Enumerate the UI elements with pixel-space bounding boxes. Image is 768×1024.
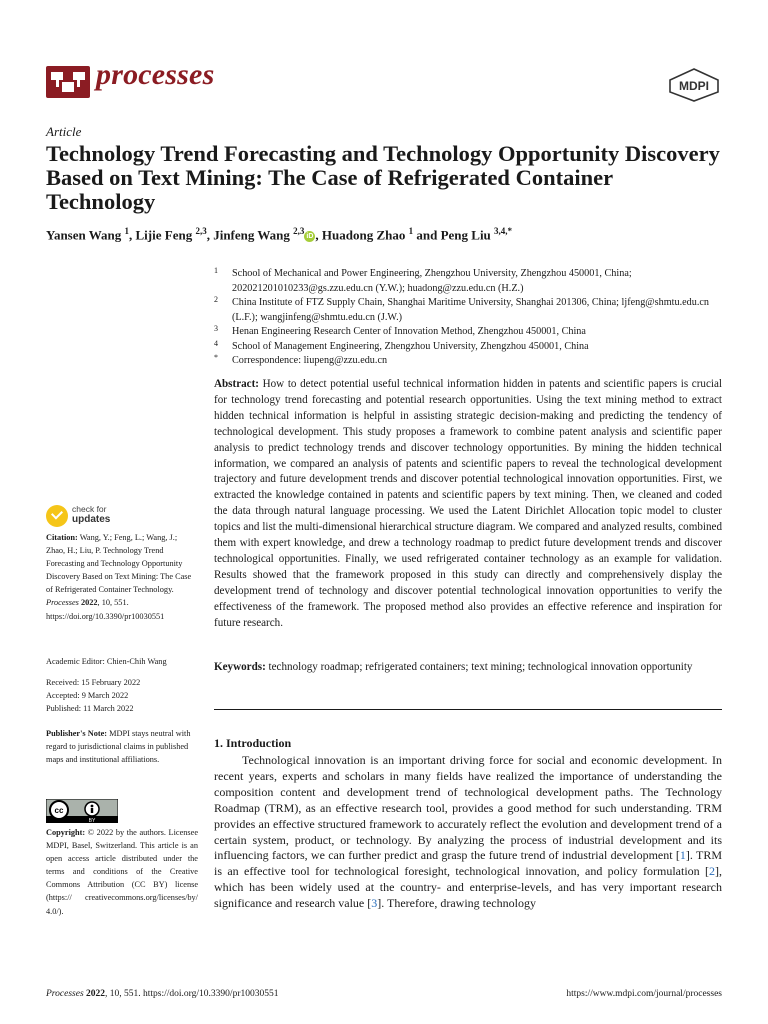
footer-journal-url[interactable]: https://www.mdpi.com/journal/processes [566, 989, 722, 999]
received-date: Received: 15 February 2022 [46, 678, 141, 687]
section-heading: 1. Introduction [214, 736, 292, 750]
citation-link-2[interactable]: 2 [709, 864, 715, 879]
publication-dates [46, 676, 198, 715]
affiliation-item [214, 267, 724, 296]
author-affiliation-mark: 2,3 [195, 226, 207, 236]
affiliation-text: School of Management Engineering, Zhengzhou University, Zhengzhou 450001, China [232, 340, 589, 352]
affiliation-number: 3 [214, 324, 218, 333]
author-name: Peng Liu [440, 227, 491, 243]
affiliation-text: Correspondence: liupeng@zzu.edu.cn [232, 355, 388, 366]
check-for-updates-badge[interactable]: check for updates [46, 505, 166, 529]
affiliation-text: Henan Engineering Research Center of Innovation Method, Zhengzhou 450001, China [232, 326, 586, 337]
article-type: Article [46, 124, 82, 139]
svg-text:cc: cc [54, 806, 64, 815]
author-name: Lijie Feng [135, 227, 193, 243]
abstract [214, 377, 722, 632]
affiliation-number: 2 [214, 295, 218, 304]
affiliation-number: 1 [214, 266, 218, 275]
author-name: Jinfeng Wang [213, 227, 290, 243]
intro-paragraph: Technological innovation is an important driving force for social and economic development. In recent years, experts and scholars in many fields have realized the importance of understanding the composition content and development trend of technological development paths. The Technology Roadmap (TRM), as an effective research tool, provides a good method for such understanding. TRM provides an effective structured framework to accurately reflect the evolution and development trend of a certain system, product, or technology. By analyzing the process of industrial development and its influencing factors, we can further predict and grasp the future trend of industrial development [1]. TRM is an effective tool for technological foresight, technological innovation, and policy formulation [2], which has been widely used at the country- and enterprise-levels, and has very important research significance and research value [3]. Therefore, drawing technology [214, 753, 722, 911]
affiliation-item [214, 340, 724, 355]
cc-by-license-icon[interactable] [46, 799, 118, 823]
processes-logo-icon [46, 64, 90, 100]
keywords [214, 660, 722, 676]
author-affiliation-mark: 3,4,* [494, 226, 513, 236]
publisher-note: Publisher's Note: MDPI stays neutral with regard to jurisdictional claims in published maps and institutional affiliations. [46, 729, 191, 765]
keywords-label: Keywords: [214, 661, 266, 673]
author-list: Yansen Wang $^1$, Lijie Feng $^{2,3}$, Jinfeng Wang $^{2,3}$iD , Huadong Zhao $^1$ and Peng Liu $^{3,4,*}$ [46, 226, 513, 243]
abstract-text: How to detect potential useful technical information hidden in patents and scientific papers is crucial for technology trend forecasting and potential research opportunities. Using the text mining method to extract hidden technical information is helpful in assisting strategic decision-making and predicting the tendency of technological development. This study proposes a framework to combine patent analysis and scientific paper analysis to predict technology trends and discover technology opportunities. By mining the hidden technical information, we compared an analysis of patents and scientific papers to reveal the technological development trajectory and future development trends and discover potential technological innovation opportunities. First, we extracted the knowledge contained in patents and scientific papers by text mining. Then, we cleaned and coded the data through natural language processing. We used the Latent Dirichlet Allocation topic model to cluster topics and list the multi-dimensional hierarchical structure diagram. We compared and analyzed results, combined them with expert knowledge, and drew a technology roadmap to predict future development trends and discover technological opportunities. Finally, we used refrigerated container technology as an example for validation. Results showed that the framework proposed in this study can directly and comprehensively display the development trend of technology and discover potential technological innovation opportunities to verify the effectiveness of the framework. The proposed method also provides an effective reference and inspiration for future research. [214, 378, 722, 629]
author-affiliation-mark: 1 [408, 226, 414, 236]
svg-text:MDPI: MDPI [679, 79, 709, 93]
article-title: Technology Trend Forecasting and Technology Opportunity Discovery Based on Text Mining: The Case of Refrigerated Container Technology [46, 141, 720, 214]
affiliation-item [214, 325, 724, 340]
orcid-icon[interactable]: iD [306, 233, 314, 241]
footer-citation: Processes 2022, 10, 551. https://doi.org/10.3390/pr10030551 [46, 989, 279, 999]
citation-link-1[interactable]: 1 [679, 848, 686, 863]
author-name: Huadong Zhao [321, 227, 406, 243]
affiliation-text: School of Mechanical and Power Engineering, Zhengzhou University, Zhengzhou 450001, China; 202021201010233@gs.zzu.edu.cn (Y.W.); huadong@zzu.edu.cn (H.Z.) [232, 268, 632, 294]
affiliations [214, 267, 724, 369]
author-name: Yansen Wang [46, 227, 122, 243]
citation-block: Citation: Wang, Y.; Feng, L.; Wang, J.; Zhao, H.; Liu, P. Technology Trend Forecasting and Technology Opportunity Discovery Based on Text Mining: The Case of Refrigerated Container Technology. Processes 2022, 10, 551. https://doi.org/10.3390/pr10030551 [46, 533, 192, 621]
affiliation-number: * [214, 353, 218, 362]
mdpi-logo-icon [668, 68, 720, 102]
author-affiliation-mark: 1 [124, 226, 130, 236]
accepted-date: Accepted: 9 March 2022 [46, 691, 129, 701]
affiliation-item [214, 296, 724, 325]
published-date: Published: 11 March 2022 [46, 704, 134, 714]
abstract-label: Abstract: [214, 378, 259, 390]
journal-name: processes [96, 58, 215, 91]
affiliation-item [214, 354, 724, 369]
citation-link-3[interactable]: 3 [371, 896, 378, 911]
svg-text:BY: BY [88, 818, 96, 823]
affiliation-number: 4 [214, 338, 218, 348]
author-affiliation-mark: 2,3 [293, 226, 305, 236]
copyright-notice: Copyright: © 2022 by the authors. Licensee MDPI, Basel, Switzerland. This article is an open access article distributed under the terms and conditions of the Creative Commons Attribution (CC BY) license (https:// creativecommons.org/licenses/by/ 4.0/). [46, 828, 199, 916]
affiliation-text: China Institute of FTZ Supply Chain, Shanghai Maritime University, Shanghai 201306, China; ljfeng@shmtu.edu.cn (L.F.); wangjinfeng@shmtu.edu.cn (J.W.) [232, 297, 710, 323]
section-divider [214, 709, 722, 710]
check-icon [46, 505, 68, 527]
academic-editor: Academic Editor: Chien-Chih Wang [46, 657, 167, 666]
keywords-text: technology roadmap; refrigerated containers; text mining; technological innovation opportunity [268, 661, 693, 673]
